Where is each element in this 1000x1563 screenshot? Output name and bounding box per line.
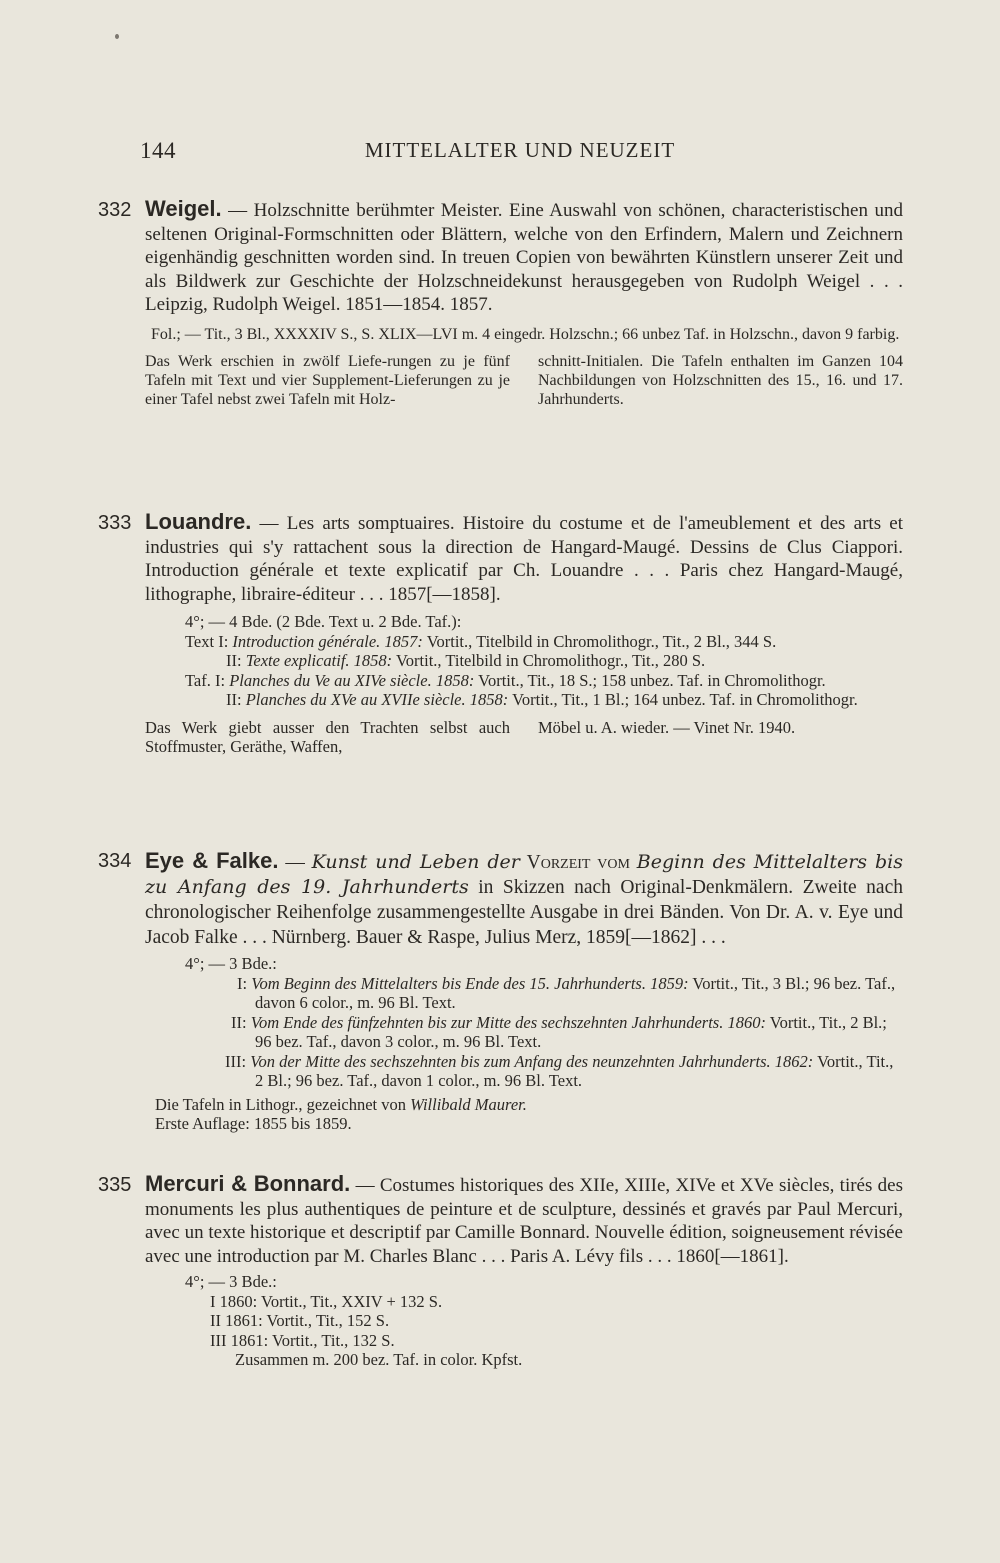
ink-speck <box>115 34 119 39</box>
entry-author: Mercuri & Bonnard. <box>145 1171 351 1196</box>
entry-332 <box>98 197 903 409</box>
volume-line: Text I: Introduction générale. 1857: Vortit., Titelbild in Chromolithogr., Tit., 2 Bl., 344 S. <box>185 631 777 651</box>
entry-author: Eye & Falke. <box>145 848 279 873</box>
entry-note: Die Tafeln in Lithogr., gezeichnet von Willibald Maurer. <box>155 1094 527 1114</box>
page-number: 144 <box>140 138 176 163</box>
entry-title: Eye & Falke. — Kunst und Leben der Vorzeit vom Beginn des Mittelalters bis zu Anfang des 19. Jahrhunderts in Skizzen nach Original-Denkmälern. Zweite nach chronologischer Reihenfolge zusammengestellte Ausgabe in drei Bänden. Von Dr. A. v. Eye und Jacob Falke . . . Nürnberg. Bauer & Raspe, Julius Merz, 1859[—1862] . . . <box>145 848 903 948</box>
entry-number: 333 <box>98 512 132 534</box>
note-right-column: schnitt-Initialen. Die Tafeln enthalten im Ganzen 104 Nachbildungen von Holzschnitten des 15., 16. und 17. Jahrhunderts. <box>538 352 903 408</box>
entry-title <box>145 510 903 606</box>
volume-line: II 1861: Vortit., Tit., 152 S. <box>210 1311 390 1330</box>
entry-format: 4°; — 4 Bde. (2 Bde. Text u. 2 Bde. Taf.): <box>185 612 462 631</box>
entry-author: Louandre. <box>145 509 252 534</box>
volume-line: III: Von der Mitte des sechszehnten bis zum Anfang des neunzehnten Jahrhunderts. 1862: Vortit., Tit., 2 Bl.; 96 bez. Taf., davon 1 color., m. 96 Bl. Text. <box>225 1051 894 1090</box>
entry-title <box>145 197 903 317</box>
entry-title <box>145 1172 903 1268</box>
page-header <box>140 138 900 168</box>
entry-335 <box>98 1172 903 1370</box>
note-left-column: Das Werk erschien in zwölf Liefe-rungen zu je fünf Tafeln mit Text und vier Supplement-Lieferungen zu je einer Tafel nebst zwei Tafeln mit Holz- <box>145 352 510 408</box>
volume-line: II: Texte explicatif. 1858: Vortit., Titelbild in Chromolithogr., Tit., 280 S. <box>226 651 706 670</box>
note-right-column: Möbel u. A. wieder. — Vinet Nr. 1940. <box>538 717 796 737</box>
entry-collation: Fol.; — Tit., 3 Bl., XXXXIV S., S. XLIX—LVI m. 4 eingedr. Holzschn.; 66 unbez Taf. in Holzschn., davon 9 farbig. <box>151 325 900 343</box>
entry-number: 335 <box>98 1174 132 1196</box>
entry-333 <box>98 510 903 756</box>
volume-line: I 1860: Vortit., Tit., XXIV + 132 S. <box>210 1291 443 1311</box>
entry-summary: Zusammen m. 200 bez. Taf. in color. Kpfst. <box>235 1350 523 1369</box>
entry-number: 332 <box>98 199 132 221</box>
running-title: MITTELALTER UND NEUZEIT <box>364 138 676 162</box>
entry-format: 4°; — 3 Bde.: <box>185 1272 277 1291</box>
entry-author: Weigel. <box>145 196 222 221</box>
volume-line: II: Vom Ende des fünfzehnten bis zur Mitte des sechszehnten Jahrhunderts. 1860: Vortit., Tit., 2 Bl.; 96 bez. Taf., davon 3 color., m. 96 Bl. Text. <box>231 1012 887 1051</box>
title-fraktur: Kunst und Leben der <box>311 851 520 873</box>
entry-note <box>145 352 903 409</box>
volume-line: I: Vom Beginn des Mittelalters bis Ende des 15. Jahrhunderts. 1859: Vortit., Tit., 3 Bl.; 96 bez. Taf., davon 6 color., m. 96 Bl. Text. <box>237 973 896 1012</box>
note-left-column: Das Werk giebt ausser den Trachten selbst auch Stoffmuster, Geräthe, Waffen, <box>145 717 510 756</box>
title-fraktur: Beginn des Mittelalters bis zu Anfang des 19. Jahrhunderts <box>145 851 903 898</box>
volume-line: II: Planches du XVe au XVIIe siècle. 1858: Vortit., Tit., 1 Bl.; 164 unbez. Taf. in Chromolithogr. <box>226 690 858 709</box>
entry-note: Erste Auflage: 1855 bis 1859. <box>155 1114 352 1133</box>
entry-title-text: — Holzschnitte berühmter Meister. Eine Auswahl von schönen, characteristischen und seltenen Original-Formschnitten oder Blättern, welche von den Erfindern, Malern und Zeichnern eigenhändig geschnitten worden sind. In treuen Copien von bewährten Künstlern unserer Zeit und als Bildwerk zur Geschichte der Holzschneidekunst herausgegeben von Rudolph Weigel . . . Leipzig, Rudolph Weigel. 1851—1854. 1857. <box>145 200 903 315</box>
entry-format: 4°; — 3 Bde.: <box>185 954 277 973</box>
entry-title-text: — Costumes historiques des XIIe, XIIIe, XIVe et XVe siècles, tirés des monuments les plus authentiques de peinture et de sculpture, dessinés et gravés par Paul Mercuri, avec un texte historique et descriptif par Camille Bonnard. Nouvelle édition, soigneusement révisée avec une introduction par M. Charles Blanc . . . Paris A. Lévy fils . . . 1860[—1861]. <box>145 1175 904 1267</box>
entry-number: 334 <box>98 850 132 872</box>
volume-line: III 1861: Vortit., Tit., 132 S. <box>210 1330 395 1350</box>
entry-title-text: — Les arts somptuaires. Histoire du costume et de l'ameublement et des arts et industries qui s'y rattachent sous la direction de Hangard-Maugé. Dessins de Clus Ciappori. Introduction générale et texte explicatif par Ch. Louandre . . . Paris chez Hangard-Maugé, lithographe, libraire-éditeur . . . 1857[—1858]. <box>145 513 904 605</box>
entry-note <box>145 718 903 756</box>
volume-line: Taf. I: Planches du Ve au XIVe siècle. 1858: Vortit., Tit., 18 S.; 158 unbez. Taf. in Chromolithogr. <box>185 670 826 690</box>
entry-334 <box>98 848 903 1134</box>
